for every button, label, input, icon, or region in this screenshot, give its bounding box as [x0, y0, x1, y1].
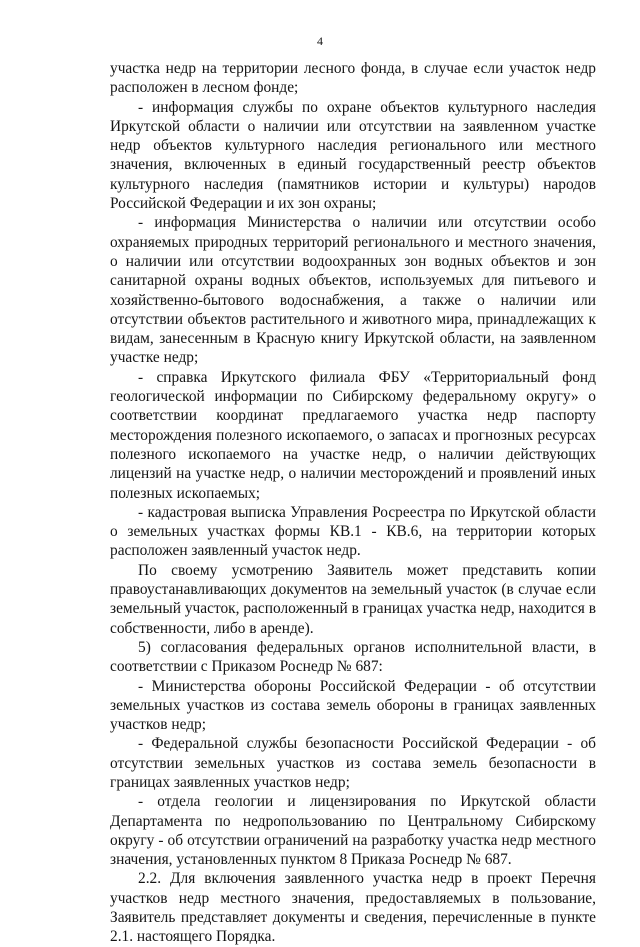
page-number: 4	[317, 34, 323, 48]
paragraph-5: - кадастровая выписка Управления Росреестра по Иркутской области о земельных участках формы КВ.1 - КВ.6, на территории которых расположен заявленный участок недр.	[110, 503, 596, 560]
paragraph-10: - отдела геологии и лицензирования по Иркутской области Департамента по недропользованию по Центральному Сибирскому округу - об отсутствии ограничений на разработку участка недр местного значения, установленных пунктом 8 Приказа Роснедр № 687.	[110, 793, 596, 869]
document-body	[110, 59, 596, 947]
paragraph-6: По своему усмотрению Заявитель может представить копии правоустанавливающих документов на земельный участок (в случае если земельный участок, расположенный в границах участка недр, находится в собственности, либо в аренде).	[110, 561, 596, 637]
paragraph-9: - Федеральной службы безопасности Российской Федерации - об отсутствии земельных участков из состава земель безопасности в границах заявленных участков недр;	[110, 735, 596, 791]
paragraph-7: 5) согласования федеральных органов исполнительной власти, в соответствии с Приказом Роснедр № 687:	[110, 638, 596, 676]
paragraph-11: 2.2. Для включения заявленного участка недр в проект Перечня участков недр местного значения, предоставляемых в пользование, Заявитель представляет документы и сведения, перечисленные в пункте 2.1. настоящего Порядка.	[110, 870, 596, 946]
paragraph-2: - информация службы по охране объектов культурного наследия Иркутской области о наличии или отсутствии на заявленном участке недр объектов культурного наследия регионального или местного значения, включенных в единый государственный реестр объектов культурного наследия (памятников истории и культуры) народов Российской Федерации и их зон охраны;	[110, 98, 596, 213]
paragraph-1: участка недр на территории лесного фонда, в случае если участок недр расположен в лесном фонде;	[110, 60, 596, 97]
paragraph-8: - Министерства обороны Российской Федерации - об отсутствии земельных участков из состава земель обороны в границах заявленных участков недр;	[110, 677, 596, 734]
paragraph-4: - справка Иркутского филиала ФБУ «Территориальный фонд геологической информации по Сибирскому федеральному округу» о соответствии координат предлагаемого участка недр паспорту месторождения полезного ископаемого, о запасах и прогнозных ресурсах полезного ископаемого на участке недр, о наличии действующих лицензий на участке недр, о наличии месторождений и проявлений иных полезных ископаемых;	[110, 368, 596, 502]
paragraph-3: - информация Министерства о наличии или отсутствии особо охраняемых природных территорий регионального и местного значения, о наличии или отсутствии водоохранных зон водных объектов и зон санитарной охраны водных объектов, используемых для питьевого и хозяйственно-бытового водоснабжения, а также о наличии или отсутствии объектов растительного и животного мира, принадлежащих к видам, занесенным в Красную книгу Иркутской области, на заявленном участке недр;	[110, 214, 596, 367]
